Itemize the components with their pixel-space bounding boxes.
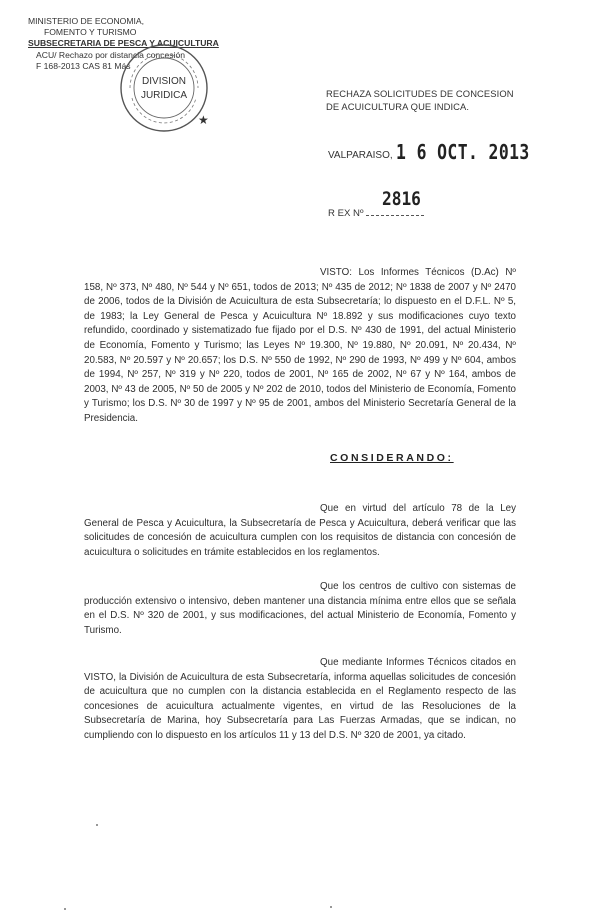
considerando-text-2: Que los centros de cultivo con sistemas de producción extensivo o intensivo, deben mantener una distancia mínima entre ellos que se señala en el D.S. Nº 320 de 2001, y sus modificaciones, del actual Ministerio de Economía, Fomento y Turismo.	[84, 581, 516, 636]
visto-text: Los Informes Técnicos (D.Ac) Nº 158, Nº 373, Nº 480, Nº 544 y Nº 651, todos de 2013; Nº 435 de 2012; Nº 1838 de 2007 y Nº 2470 de 2006, todos de la División de Acuicultura de esta Subsecretaría; lo dispuesto en el D.F.L. Nº 5, de 1983; la Ley General de Pesca y Acuicultura Nº 18.892 y sus modificaciones cuyo texto refundido, coordinado y sistematizado fue fijado por el D.S. Nº 430 de 1991, del actual Ministerio de Economía, Fomento y Turismo; las Leyes Nº 19.300, Nº 19.880, Nº 20.091, Nº 20.434, Nº 20.583, Nº 20.597 y Nº 20.657; los D.S. Nº 550 de 1992, Nº 290 de 1993, Nº 499 y Nº 604, ambos de 1994, Nº 257, Nº 319 y Nº 220, todos de 2001, Nº 165 de 2002, Nº 67 y Nº 164, ambos de 2003, Nº 43 de 2005, Nº 50 de 2005 y Nº 202 de 2010, todos del Ministerio de Economía, Fomento y Turismo; los D.S. Nº 30 de 1997 y Nº 95 de 2001, ambos del Ministerio Secretaría General de la Presidencia.	[84, 267, 516, 424]
juridical-division-stamp	[118, 42, 210, 134]
stamp-star-icon: ★	[198, 113, 209, 127]
stamp-text-1: DIVISION	[142, 76, 186, 87]
considerando-paragraph-3	[84, 656, 516, 744]
visto-lead: VISTO:	[320, 267, 352, 278]
ministry-line-1: MINISTERIO DE ECONOMIA,	[28, 16, 145, 26]
considerando-text-1: Que en virtud del artículo 78 de la Ley General de Pesca y Acuicultura, la Subsecretaría de Pesca y Acuicultura, deberá verificar que las solicitudes de concesión de acuicultura cumplen con los requisitos de distancia con concesión de acuicultura o solicitudes en trámite establecidos en los reglamentos.	[84, 503, 516, 558]
resolution-date-stamp: 1 6 OCT. 2013	[396, 140, 530, 164]
considerando-paragraph-2	[84, 580, 516, 638]
scan-speck	[96, 824, 98, 826]
resolution-subject: RECHAZA SOLICITUDES DE CONCESION DE ACUICULTURA QUE INDICA.	[326, 88, 514, 112]
ministry-line-2: FOMENTO Y TURISMO	[44, 27, 137, 38]
considerando-text-3: Que mediante Informes Técnicos citados en VISTO, la División de Acuicultura de esta Subsecretaría, informa aquellas solicitudes de concesión de acuicultura que no cumplen con la distancia establecida en el Reglamento respecto de las concesiones de acuicultura actualmente vigentes, en virtud de las Resoluciones de la Subsecretaría de Marina, hoy Subsecretaría para Las Fuerzas Armadas, que se indican, no cumpliendo con lo dispuesto en los artículos 11 y 13 del D.S. Nº 320 de 2001, ya citado.	[84, 657, 516, 741]
resolution-number-stamp: 2816	[382, 188, 421, 210]
visto-paragraph	[84, 266, 516, 427]
resolution-number-line	[366, 206, 424, 216]
place-label: VALPARAISO,	[328, 150, 393, 161]
considerando-paragraph-1	[84, 502, 516, 560]
considerando-heading: CONSIDERANDO:	[330, 452, 454, 464]
resolution-prefix: R EX Nº	[328, 208, 364, 219]
reference-line-2: F 168-2013 CAS 81 Más	[36, 60, 131, 71]
resolution-number-label	[328, 206, 424, 219]
undersecretariat-line: SUBSECRETARIA DE PESCA Y ACUICULTURA	[28, 38, 219, 49]
scan-speck	[330, 906, 332, 908]
scan-speck	[64, 908, 66, 910]
reference-line-1: ACU/ Rechazo por distancia concesión	[36, 49, 186, 60]
stamp-text-2: JURIDICA	[140, 90, 188, 101]
